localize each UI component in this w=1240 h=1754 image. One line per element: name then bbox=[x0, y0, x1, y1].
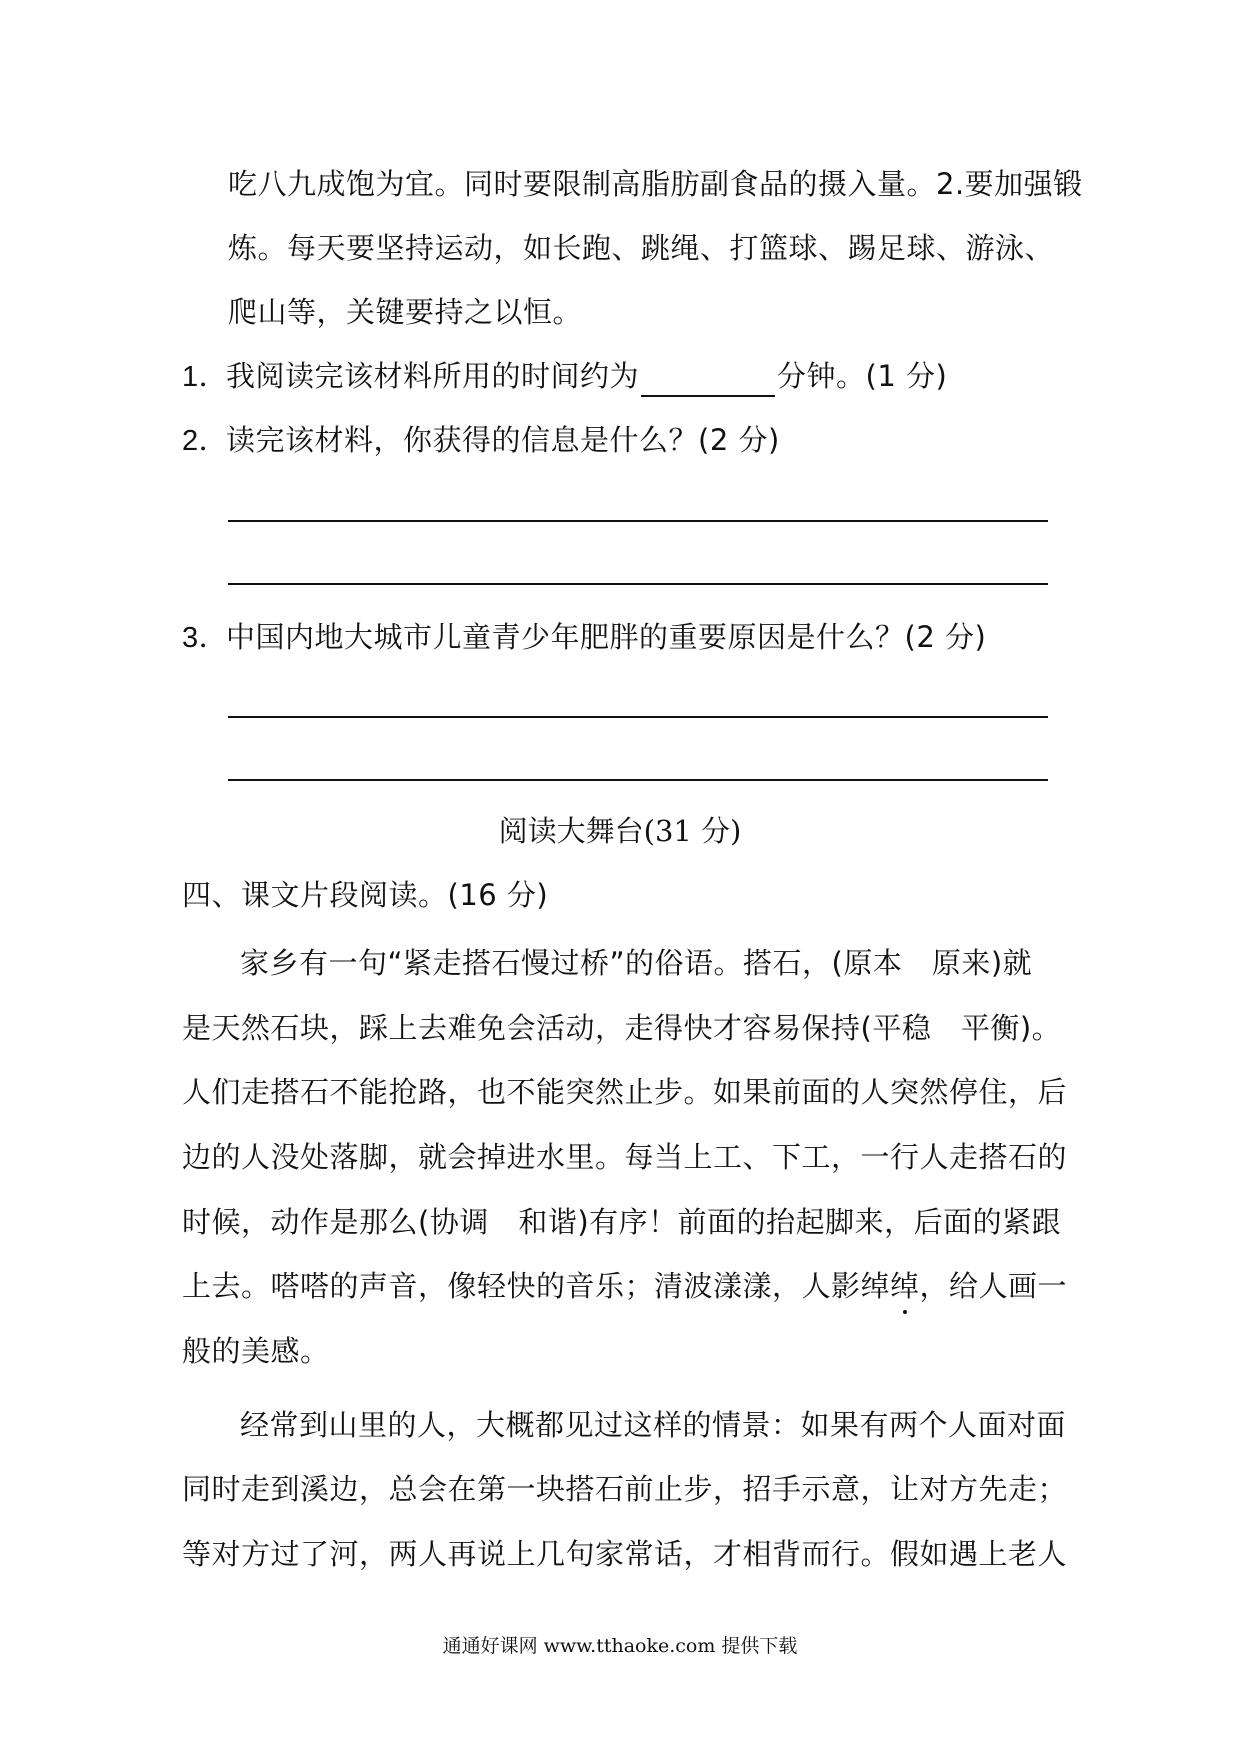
question-1-answer-blank[interactable] bbox=[641, 365, 775, 397]
question-3-text: 中国内地大城市儿童青少年肥胖的重要原因是什么？(2 分) bbox=[226, 620, 987, 654]
question-2-text: 读完该材料，你获得的信息是什么？(2 分) bbox=[226, 423, 780, 457]
passage-1-line-2: 是天然石块，踩上去难免会活动，走得快才容易保持(平稳 平衡)。 bbox=[182, 1011, 1062, 1045]
question-2-number: 2． bbox=[182, 425, 229, 457]
page-footer: 通通好课网 www.tthaoke.com 提供下载 bbox=[442, 1635, 798, 1657]
emphasized-character: 绰 bbox=[890, 1266, 920, 1306]
question-1-text: 我阅读完该材料所用的时间约为 bbox=[226, 359, 640, 393]
question-3-answer-line-1[interactable] bbox=[228, 716, 1048, 718]
question-1 bbox=[182, 356, 947, 397]
passage-1-line-7: 般的美感。 bbox=[182, 1334, 330, 1368]
passage-1-line-6-start: 上去。嗒嗒的声音，像轻快的音乐；清波漾漾，人影绰 bbox=[182, 1269, 891, 1303]
question-2-answer-line-1[interactable] bbox=[228, 520, 1048, 522]
passage-1-line-3: 人们走搭石不能抢路，也不能突然止步。如果前面的人突然停住，后 bbox=[182, 1075, 1068, 1109]
passage-1-line-1: 家乡有一句“紧走搭石慢过桥”的俗语。搭石，(原本 原来)就 bbox=[240, 946, 1033, 980]
passage-2-line-2: 同时走到溪边，总会在第一块搭石前止步，招手示意，让对方先走； bbox=[182, 1472, 1068, 1506]
question-3 bbox=[182, 617, 986, 658]
part-4-heading: 四、课文片段阅读。(16 分) bbox=[182, 878, 549, 912]
passage-1-line-6-end: ，给人画一 bbox=[919, 1269, 1068, 1303]
passage-1-line-4: 边的人没处落脚，就会掉进水里。每当上工、下工，一行人走搭石的 bbox=[182, 1140, 1068, 1174]
passage-1-line-6 bbox=[182, 1266, 1067, 1306]
question-3-answer-line-2[interactable] bbox=[228, 779, 1048, 781]
question-2-answer-line-2[interactable] bbox=[228, 583, 1048, 585]
question-2 bbox=[182, 420, 780, 461]
material-line-3: 爬山等，关键要持之以恒。 bbox=[228, 295, 583, 329]
section-title: 阅读大舞台(31 分) bbox=[498, 814, 742, 848]
material-line-1: 吃八九成饱为宜。同时要限制高脂肪副食品的摄入量。2.要加强锻 bbox=[228, 167, 1083, 201]
question-1-number: 1． bbox=[182, 361, 229, 393]
material-line-2: 炼。每天要坚持运动，如长跑、跳绳、打篮球、踢足球、游泳、 bbox=[228, 231, 1055, 265]
passage-1-line-5: 时候，动作是那么(协调 和谐)有序！前面的抬起脚来，后面的紧跟 bbox=[182, 1205, 1062, 1239]
question-1-suffix: 分钟。(1 分) bbox=[777, 359, 948, 393]
passage-2-line-1: 经常到山里的人，大概都见过这样的情景：如果有两个人面对面 bbox=[240, 1408, 1067, 1442]
question-3-number: 3． bbox=[182, 622, 229, 654]
passage-2-line-3: 等对方过了河，两人再说上几句家常话，才相背而行。假如遇上老人 bbox=[182, 1537, 1068, 1571]
